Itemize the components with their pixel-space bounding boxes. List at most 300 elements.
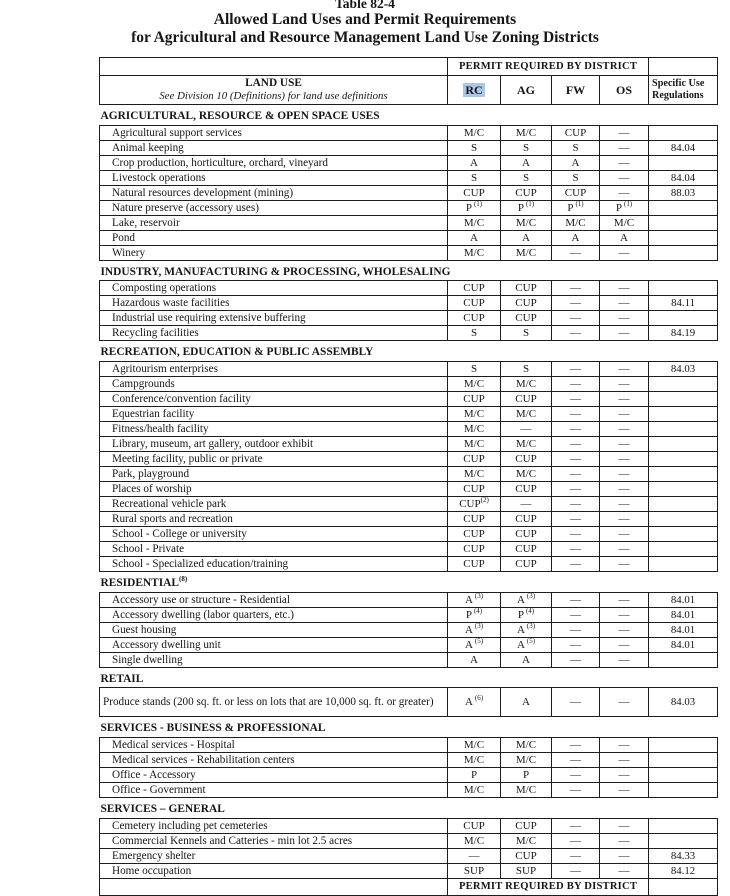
- permit-cell-ag: A: [501, 652, 552, 667]
- table-row: [100, 155, 718, 170]
- permit-cell-ag: S: [501, 362, 552, 377]
- regulation-cell: [649, 437, 718, 452]
- permit-cell-ag: CUP: [501, 818, 552, 833]
- land-use-cell: Agricultural support services: [100, 125, 448, 140]
- column-header-row: [100, 76, 718, 105]
- permit-cell-rc: A: [448, 155, 501, 170]
- permit-superscript: (1): [473, 199, 483, 208]
- regulation-cell: [649, 768, 718, 783]
- permit-cell-rc: M/C: [448, 245, 501, 260]
- regulation-cell: 84.01: [649, 592, 718, 607]
- permit-cell-ag: M/C: [501, 437, 552, 452]
- table-row: [100, 652, 718, 667]
- section-header-row: [100, 575, 718, 592]
- land-use-header-cell: [100, 76, 448, 105]
- permit-cell-os: A: [600, 230, 649, 245]
- permit-cell-os: —: [600, 245, 649, 260]
- permit-cell-rc: [448, 497, 501, 512]
- permit-cell-ag: CUP: [501, 392, 552, 407]
- section-header: RESIDENTIAL$^{(8)}$: [100, 575, 718, 592]
- land-use-cell: Natural resources development (mining): [100, 185, 448, 200]
- permit-cell-os: —: [600, 467, 649, 482]
- permit-cell-os: —: [600, 607, 649, 622]
- permit-cell-fw: —: [552, 362, 600, 377]
- permit-cell-ag: CUP: [501, 557, 552, 572]
- land-use-cell: Livestock operations: [100, 170, 448, 185]
- table-row: [100, 230, 718, 245]
- regulation-cell: [649, 392, 718, 407]
- permit-cell-rc: S: [448, 140, 501, 155]
- permit-cell-rc: CUP: [448, 527, 501, 542]
- permit-cell-rc: SUP: [448, 863, 501, 878]
- permit-cell-ag: M/C: [501, 753, 552, 768]
- permit-cell-ag: [501, 607, 552, 622]
- table-row: [100, 215, 718, 230]
- permit-required-footer: PERMIT REQUIRED BY DISTRICT: [448, 878, 649, 895]
- permit-cell-fw: —: [552, 422, 600, 437]
- permit-cell-fw: —: [552, 452, 600, 467]
- permit-value: A: [464, 696, 473, 709]
- permit-cell-ag: M/C: [501, 245, 552, 260]
- permit-cell-os: M/C: [600, 215, 649, 230]
- permit-cell-os: —: [600, 155, 649, 170]
- table-row: [100, 326, 718, 341]
- regulation-cell: [649, 230, 718, 245]
- land-use-cell: Produce stands (200 sq. ft. or less on lots that are 10,000 sq. ft. or greater): [100, 688, 448, 717]
- permit-cell-fw: S: [552, 140, 600, 155]
- permit-cell-rc: A: [448, 230, 501, 245]
- table-row: [100, 200, 718, 215]
- section-header-row: [100, 344, 718, 361]
- table-row: [100, 783, 718, 798]
- permit-cell-os: —: [600, 185, 649, 200]
- land-use-cell: Library, museum, art gallery, outdoor exhibit: [100, 437, 448, 452]
- permit-cell-fw: CUP: [552, 185, 600, 200]
- permit-cell-rc: CUP: [448, 185, 501, 200]
- land-use-cell: Pond: [100, 230, 448, 245]
- land-use-cell: Recycling facilities: [100, 326, 448, 341]
- section-header: SERVICES – GENERAL: [100, 801, 718, 818]
- permit-cell-ag: M/C: [501, 467, 552, 482]
- table-row: [100, 407, 718, 422]
- regulation-cell: [649, 467, 718, 482]
- permit-cell-ag: A: [501, 688, 552, 717]
- table-row: [100, 170, 718, 185]
- permit-cell-fw: —: [552, 245, 600, 260]
- land-use-cell: Lake, reservoir: [100, 215, 448, 230]
- permit-required-header: PERMIT REQUIRED BY DISTRICT: [448, 58, 649, 76]
- permit-cell-os: —: [600, 818, 649, 833]
- permit-cell-fw: —: [552, 607, 600, 622]
- permit-cell-ag: CUP: [501, 848, 552, 863]
- permit-cell-ag: S: [501, 170, 552, 185]
- permit-cell-ag: CUP: [501, 527, 552, 542]
- permit-superscript: (6): [474, 694, 484, 703]
- permit-value: P: [517, 608, 524, 621]
- permit-cell-rc: CUP: [448, 542, 501, 557]
- permit-cell-os: —: [600, 170, 649, 185]
- regulation-cell: 84.11: [649, 296, 718, 311]
- regulation-cell: [649, 200, 718, 215]
- land-use-cell: Winery: [100, 245, 448, 260]
- permit-cell-ag: CUP: [501, 512, 552, 527]
- table-row: [100, 833, 718, 848]
- permit-cell-fw: —: [552, 407, 600, 422]
- permit-cell-ag: A: [501, 230, 552, 245]
- permit-cell-fw: —: [552, 688, 600, 717]
- permit-cell-os: —: [600, 688, 649, 717]
- section-header-row: [100, 801, 718, 818]
- permit-cell-rc: M/C: [448, 407, 501, 422]
- permit-superscript: (5): [474, 636, 484, 645]
- specific-use-header: Specific Use Regulations: [649, 76, 718, 105]
- permit-superscript: (4): [473, 606, 483, 615]
- permit-value: P: [465, 608, 472, 621]
- permit-value: A: [516, 623, 525, 636]
- permit-cell-rc: P: [448, 768, 501, 783]
- permit-cell-fw: —: [552, 768, 600, 783]
- permit-cell-ag: —: [501, 422, 552, 437]
- permit-cell-fw: —: [552, 818, 600, 833]
- table-row: [100, 738, 718, 753]
- regulation-cell: [649, 281, 718, 296]
- permit-cell-os: —: [600, 753, 649, 768]
- permit-cell-rc: [448, 592, 501, 607]
- permit-cell-ag: S: [501, 326, 552, 341]
- regulation-cell: 84.04: [649, 170, 718, 185]
- permit-cell-os: —: [600, 392, 649, 407]
- table-row: [100, 362, 718, 377]
- permit-cell-fw: S: [552, 170, 600, 185]
- regulation-cell: 84.12: [649, 863, 718, 878]
- permit-cell-fw: —: [552, 296, 600, 311]
- land-use-cell: Places of worship: [100, 482, 448, 497]
- table-row: [100, 592, 718, 607]
- land-use-cell: Accessory use or structure - Residential: [100, 592, 448, 607]
- permit-cell-ag: M/C: [501, 833, 552, 848]
- permit-cell-os: —: [600, 637, 649, 652]
- empty-footer-cell: [100, 878, 448, 895]
- permit-cell-os: —: [600, 557, 649, 572]
- permit-cell-os: —: [600, 833, 649, 848]
- permit-cell-rc: CUP: [448, 296, 501, 311]
- regulation-cell: 84.19: [649, 326, 718, 341]
- permit-cell-rc: [448, 637, 501, 652]
- land-use-cell: Fitness/health facility: [100, 422, 448, 437]
- permit-cell-fw: —: [552, 281, 600, 296]
- regulation-cell: 84.33: [649, 848, 718, 863]
- regulation-cell: [649, 512, 718, 527]
- permit-cell-fw: —: [552, 863, 600, 878]
- table-row: [100, 622, 718, 637]
- table-row: [100, 392, 718, 407]
- table-row: [100, 452, 718, 467]
- land-use-cell: Equestrian facility: [100, 407, 448, 422]
- regulation-cell: [649, 818, 718, 833]
- permit-cell-ag: SUP: [501, 863, 552, 878]
- permit-cell-rc: M/C: [448, 377, 501, 392]
- regulation-cell: [649, 753, 718, 768]
- table-row: [100, 281, 718, 296]
- permit-cell-rc: M/C: [448, 738, 501, 753]
- section-header-row: [100, 671, 718, 688]
- district-header-ag: AG: [501, 76, 552, 105]
- permit-cell-os: —: [600, 452, 649, 467]
- table-row: [100, 437, 718, 452]
- table-row: [100, 637, 718, 652]
- table-number: Table 82-4: [335, 0, 395, 11]
- table-row: [100, 542, 718, 557]
- land-use-header: LAND USE: [245, 76, 302, 89]
- land-use-cell: Office - Government: [100, 783, 448, 798]
- land-use-cell: Hazardous waste facilities: [100, 296, 448, 311]
- permit-superscript: (1): [624, 199, 633, 208]
- section-header: INDUSTRY, MANUFACTURING & PROCESSING, WHOLESALING: [100, 264, 718, 281]
- district-header-os: OS: [600, 76, 649, 105]
- permit-cell-rc: A: [448, 652, 501, 667]
- regulation-cell: 84.01: [649, 607, 718, 622]
- regulation-cell: [649, 452, 718, 467]
- section-header: RETAIL: [100, 671, 718, 688]
- permit-cell-ag: M/C: [501, 377, 552, 392]
- permit-cell-rc: M/C: [448, 783, 501, 798]
- permit-cell-os: —: [600, 863, 649, 878]
- table-row: [100, 863, 718, 878]
- permit-value: A: [464, 638, 473, 651]
- permit-cell-rc: CUP: [448, 818, 501, 833]
- regulation-cell: [649, 738, 718, 753]
- zoning-permit-table: [99, 57, 718, 896]
- permit-cell-fw: —: [552, 848, 600, 863]
- permit-cell-fw: —: [552, 542, 600, 557]
- table-row: [100, 467, 718, 482]
- table-row: [100, 140, 718, 155]
- permit-cell-rc: CUP: [448, 452, 501, 467]
- permit-cell-os: —: [600, 407, 649, 422]
- regulation-cell: [649, 377, 718, 392]
- permit-cell-fw: M/C: [552, 215, 600, 230]
- regulation-cell: 84.01: [649, 637, 718, 652]
- regulation-cell: [649, 497, 718, 512]
- regulation-cell: [649, 542, 718, 557]
- permit-cell-fw: —: [552, 622, 600, 637]
- table-row: [100, 512, 718, 527]
- regulation-cell: [649, 833, 718, 848]
- permit-value: P: [517, 201, 524, 214]
- permit-cell-rc: [448, 607, 501, 622]
- section-header-row: [100, 108, 718, 125]
- table-row: [100, 497, 718, 512]
- land-use-cell: School - Specialized education/training: [100, 557, 448, 572]
- permit-value: A: [464, 623, 473, 636]
- permit-cell-rc: [448, 622, 501, 637]
- table-row: [100, 557, 718, 572]
- permit-cell-fw: —: [552, 392, 600, 407]
- permit-cell-fw: —: [552, 557, 600, 572]
- permit-cell-fw: —: [552, 512, 600, 527]
- permit-cell-rc: CUP: [448, 311, 501, 326]
- permit-cell-os: —: [600, 296, 649, 311]
- land-use-cell: Nature preserve (accessory uses): [100, 200, 448, 215]
- permit-cell-ag: [501, 200, 552, 215]
- permit-cell-os: —: [600, 527, 649, 542]
- land-use-cell: Accessory dwelling unit: [100, 637, 448, 652]
- regulation-cell: [649, 407, 718, 422]
- regulation-cell: [649, 783, 718, 798]
- regulation-cell: [649, 557, 718, 572]
- permit-cell-rc: CUP: [448, 281, 501, 296]
- permit-value: CUP: [459, 498, 481, 511]
- section-header: AGRICULTURAL, RESOURCE & OPEN SPACE USES: [100, 108, 718, 125]
- permit-cell-fw: —: [552, 497, 600, 512]
- permit-cell-ag: P: [501, 768, 552, 783]
- permit-superscript: (4): [525, 606, 535, 615]
- table-row: [100, 527, 718, 542]
- permit-value: P: [615, 201, 622, 214]
- permit-cell-ag: CUP: [501, 542, 552, 557]
- land-use-cell: School - College or university: [100, 527, 448, 542]
- permit-cell-os: —: [600, 497, 649, 512]
- permit-cell-os: —: [600, 482, 649, 497]
- permit-cell-ag: M/C: [501, 125, 552, 140]
- permit-cell-os: —: [600, 362, 649, 377]
- permit-cell-fw: [552, 200, 600, 215]
- permit-cell-os: —: [600, 768, 649, 783]
- regulation-cell: 84.03: [649, 688, 718, 717]
- table-row: [100, 377, 718, 392]
- land-use-cell: Emergency shelter: [100, 848, 448, 863]
- permit-cell-fw: —: [552, 833, 600, 848]
- permit-cell-os: —: [600, 437, 649, 452]
- permit-cell-ag: CUP: [501, 281, 552, 296]
- permit-value: P: [567, 201, 574, 214]
- permit-cell-ag: S: [501, 140, 552, 155]
- footer-banner-row: [100, 878, 718, 895]
- permit-cell-fw: —: [552, 783, 600, 798]
- permit-cell-os: —: [600, 422, 649, 437]
- permit-cell-os: —: [600, 326, 649, 341]
- permit-cell-fw: —: [552, 637, 600, 652]
- regulation-cell: [649, 125, 718, 140]
- empty-footer-cell: [649, 878, 718, 895]
- permit-cell-rc: S: [448, 362, 501, 377]
- permit-cell-ag: [501, 592, 552, 607]
- permit-cell-os: —: [600, 738, 649, 753]
- land-use-cell: Campgrounds: [100, 377, 448, 392]
- permit-cell-rc: S: [448, 326, 501, 341]
- permit-cell-ag: M/C: [501, 783, 552, 798]
- land-use-cell: Animal keeping: [100, 140, 448, 155]
- section-header-superscript: (8): [179, 575, 188, 584]
- permit-cell-os: —: [600, 125, 649, 140]
- regulation-cell: 88.03: [649, 185, 718, 200]
- regulation-cell: 84.03: [649, 362, 718, 377]
- section-header: SERVICES - BUSINESS & PROFESSIONAL: [100, 720, 718, 737]
- permit-cell-fw: —: [552, 652, 600, 667]
- permit-banner-row: [100, 58, 718, 76]
- permit-cell-ag: CUP: [501, 452, 552, 467]
- permit-value: A: [516, 638, 525, 651]
- permit-cell-os: —: [600, 281, 649, 296]
- land-use-cell: Meeting facility, public or private: [100, 452, 448, 467]
- permit-cell-fw: —: [552, 377, 600, 392]
- regulation-cell: [649, 311, 718, 326]
- land-use-cell: Single dwelling: [100, 652, 448, 667]
- permit-cell-rc: CUP: [448, 392, 501, 407]
- table-row: [100, 848, 718, 863]
- permit-cell-fw: A: [552, 230, 600, 245]
- permit-cell-rc: CUP: [448, 557, 501, 572]
- permit-cell-rc: M/C: [448, 437, 501, 452]
- permit-cell-os: [600, 200, 649, 215]
- regulation-cell: [649, 652, 718, 667]
- land-use-cell: Conference/convention facility: [100, 392, 448, 407]
- permit-cell-ag: [501, 622, 552, 637]
- land-use-cell: Office - Accessory: [100, 768, 448, 783]
- permit-cell-ag: A: [501, 155, 552, 170]
- land-use-cell: Home occupation: [100, 863, 448, 878]
- permit-cell-os: —: [600, 622, 649, 637]
- regulation-cell: [649, 482, 718, 497]
- table-row: [100, 482, 718, 497]
- table-title-line1: Allowed Land Uses and Permit Requirements: [213, 11, 517, 28]
- regulation-cell: [649, 527, 718, 542]
- permit-value: A: [516, 593, 525, 606]
- permit-cell-os: —: [600, 311, 649, 326]
- regulation-cell: [649, 215, 718, 230]
- permit-cell-ag: CUP: [501, 311, 552, 326]
- table-row: [100, 768, 718, 783]
- document-title-block: [0, 0, 730, 47]
- table-row: [100, 185, 718, 200]
- permit-cell-fw: CUP: [552, 125, 600, 140]
- permit-cell-rc: M/C: [448, 833, 501, 848]
- permit-cell-fw: A: [552, 155, 600, 170]
- permit-cell-os: —: [600, 377, 649, 392]
- regulation-cell: [649, 155, 718, 170]
- table-row: [100, 688, 718, 717]
- permit-cell-rc: —: [448, 848, 501, 863]
- table-row: [100, 311, 718, 326]
- permit-cell-ag: M/C: [501, 407, 552, 422]
- permit-cell-os: —: [600, 652, 649, 667]
- rc-highlighted-text: RC: [465, 82, 483, 97]
- table-title-line2: for Agricultural and Resource Management Land Use Zoning Districts: [131, 29, 599, 46]
- permit-value: P: [465, 201, 472, 214]
- permit-cell-rc: M/C: [448, 467, 501, 482]
- table-row: [100, 125, 718, 140]
- permit-cell-os: —: [600, 542, 649, 557]
- regulation-cell: 84.04: [649, 140, 718, 155]
- permit-cell-rc: [448, 688, 501, 717]
- section-header: RECREATION, EDUCATION & PUBLIC ASSEMBLY: [100, 344, 718, 361]
- permit-cell-ag: CUP: [501, 482, 552, 497]
- permit-cell-rc: M/C: [448, 753, 501, 768]
- section-header-row: [100, 720, 718, 737]
- permit-superscript: (3): [474, 591, 484, 600]
- permit-cell-rc: CUP: [448, 482, 501, 497]
- permit-cell-fw: —: [552, 738, 600, 753]
- district-header-fw: FW: [552, 76, 600, 105]
- permit-cell-os: —: [600, 140, 649, 155]
- land-use-cell: Medical services - Rehabilitation centers: [100, 753, 448, 768]
- table-row: [100, 818, 718, 833]
- land-use-subtitle: See Division 10 (Definitions) for land use definitions: [159, 90, 388, 103]
- permit-cell-fw: —: [552, 467, 600, 482]
- district-header-rc: [448, 76, 501, 105]
- land-use-cell: School - Private: [100, 542, 448, 557]
- table-row: [100, 753, 718, 768]
